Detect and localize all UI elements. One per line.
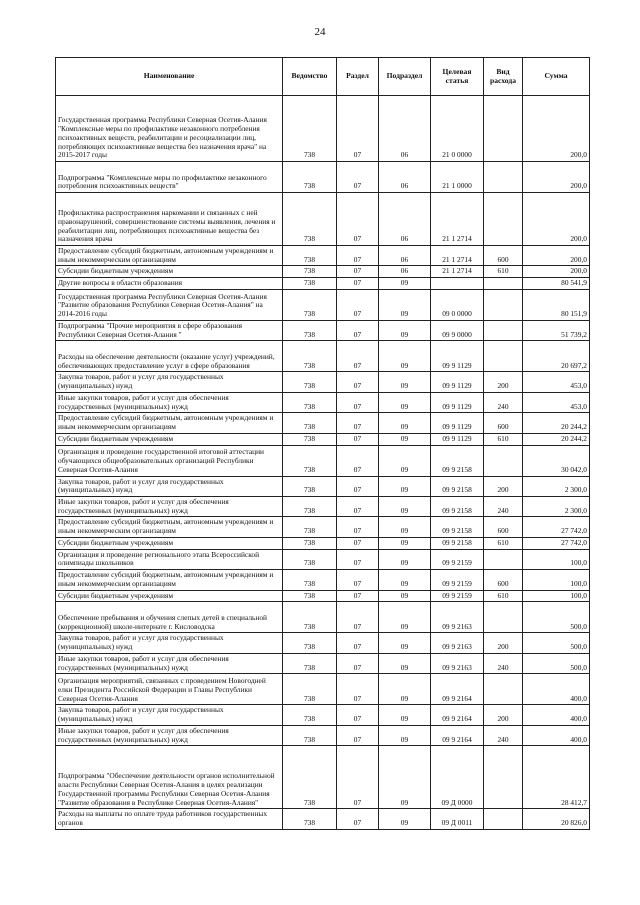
row-department: 738 — [283, 413, 337, 433]
row-amount: 80 151,9 — [523, 289, 590, 320]
row-section: 07 — [337, 549, 379, 569]
row-department: 738 — [283, 320, 337, 340]
row-section: 07 — [337, 705, 379, 725]
row-section: 07 — [337, 445, 379, 476]
row-section: 07 — [337, 590, 379, 602]
row-name: Организация и проведение регионального этапа Всероссийской олимпиады школьников — [56, 549, 283, 569]
row-name: Предоставление субсидий бюджетным, автономным учреждениям и иным некоммерческим организациям — [56, 413, 283, 433]
header-target-article: Целевая статья — [431, 58, 484, 96]
row-target-article: 09 9 1129 — [431, 372, 484, 392]
row-section: 07 — [337, 809, 379, 829]
row-section: 07 — [337, 746, 379, 809]
budget-table — [55, 57, 590, 830]
table-row — [56, 320, 590, 340]
row-section: 07 — [337, 320, 379, 340]
row-expense-type: 240 — [484, 392, 523, 412]
row-name: Расходы на выплаты по оплате труда работников государственных органов — [56, 809, 283, 829]
row-amount: 100,0 — [523, 570, 590, 590]
row-section: 07 — [337, 289, 379, 320]
row-name: Предоставление субсидий бюджетным, автономным учреждениям и иным некоммерческим организациям — [56, 246, 283, 266]
table-row — [56, 602, 590, 633]
row-section: 07 — [337, 633, 379, 653]
row-amount: 100,0 — [523, 549, 590, 569]
row-amount: 200,0 — [523, 193, 590, 246]
row-section: 07 — [337, 570, 379, 590]
row-department: 738 — [283, 705, 337, 725]
row-name: Другие вопросы в области образования — [56, 278, 283, 290]
table-row — [56, 537, 590, 549]
row-subsection: 09 — [379, 705, 431, 725]
row-expense-type: 610 — [484, 433, 523, 445]
row-amount: 28 412,7 — [523, 746, 590, 809]
row-department: 738 — [283, 602, 337, 633]
table-row — [56, 517, 590, 537]
row-target-article: 21 1 2714 — [431, 193, 484, 246]
row-target-article: 09 Д 0011 — [431, 809, 484, 829]
row-name: Подпрограмма "Комплексные меры по профилактике незаконного потребления психоактивных веществ" — [56, 162, 283, 193]
row-subsection: 09 — [379, 445, 431, 476]
row-target-article: 09 9 2164 — [431, 725, 484, 745]
row-name: Субсидии бюджетным учреждениям — [56, 266, 283, 278]
row-name: Иные закупки товаров, работ и услуг для обеспечения государственных (муниципальных) нужд — [56, 392, 283, 412]
row-department: 738 — [283, 445, 337, 476]
row-target-article: 09 9 2159 — [431, 590, 484, 602]
row-name: Профилактика распространения наркомании и связанных с ней правонарушений, совершенствование системы выявления, лечения и реабилитации лиц, потребляющих психоактивные вещества без назначения врача — [56, 193, 283, 246]
row-amount: 200,0 — [523, 266, 590, 278]
row-name: Предоставление субсидий бюджетным, автономным учреждениям и иным некоммерческим организациям — [56, 570, 283, 590]
row-subsection: 09 — [379, 320, 431, 340]
row-subsection: 09 — [379, 289, 431, 320]
row-department: 738 — [283, 289, 337, 320]
row-name: Обеспечение пребывания и обучения слепых детей в специальной (коррекционной) школе-интернате г. Кисловодска — [56, 602, 283, 633]
table-row — [56, 674, 590, 705]
row-expense-type — [484, 746, 523, 809]
row-name: Субсидии бюджетным учреждениям — [56, 590, 283, 602]
row-expense-type: 200 — [484, 476, 523, 496]
row-expense-type — [484, 289, 523, 320]
row-subsection: 09 — [379, 809, 431, 829]
row-amount: 500,0 — [523, 602, 590, 633]
row-amount: 20 244,2 — [523, 413, 590, 433]
row-amount: 453,0 — [523, 372, 590, 392]
row-name: Иные закупки товаров, работ и услуг для обеспечения государственных (муниципальных) нужд — [56, 725, 283, 745]
table-body — [56, 96, 590, 830]
row-expense-type: 600 — [484, 246, 523, 266]
row-section: 07 — [337, 341, 379, 372]
row-expense-type: 200 — [484, 633, 523, 653]
row-name: Государственная программа Республики Северная Осетия-Алания "Развитие образования Республики Северная Осетия-Алания" на 2014-2016 годы — [56, 289, 283, 320]
row-target-article: 21 1 2714 — [431, 246, 484, 266]
row-amount: 400,0 — [523, 725, 590, 745]
row-department: 738 — [283, 633, 337, 653]
table-row — [56, 705, 590, 725]
row-expense-type — [484, 96, 523, 162]
row-subsection: 09 — [379, 725, 431, 745]
row-amount: 2 300,0 — [523, 497, 590, 517]
row-amount: 2 300,0 — [523, 476, 590, 496]
row-name: Организация мероприятий, связанных с проведением Новогодней елки Президента Российской Федерации и Главы Республики Северная Осетия-Алания — [56, 674, 283, 705]
table-row — [56, 96, 590, 162]
row-section: 07 — [337, 725, 379, 745]
row-subsection: 09 — [379, 372, 431, 392]
row-section: 07 — [337, 476, 379, 496]
row-subsection: 09 — [379, 570, 431, 590]
row-target-article: 21 0 0000 — [431, 96, 484, 162]
row-expense-type: 600 — [484, 570, 523, 590]
table-row — [56, 809, 590, 829]
row-subsection: 09 — [379, 392, 431, 412]
row-name: Закупка товаров, работ и услуг для государственных (муниципальных) нужд — [56, 705, 283, 725]
row-target-article: 09 9 1129 — [431, 433, 484, 445]
row-name: Закупка товаров, работ и услуг для государственных (муниципальных) нужд — [56, 633, 283, 653]
row-section: 07 — [337, 193, 379, 246]
row-expense-type: 240 — [484, 653, 523, 673]
row-amount: 500,0 — [523, 633, 590, 653]
row-section: 07 — [337, 266, 379, 278]
row-amount: 20 826,0 — [523, 809, 590, 829]
table-row — [56, 725, 590, 745]
row-target-article: 09 9 1129 — [431, 341, 484, 372]
row-target-article: 09 9 2158 — [431, 537, 484, 549]
row-name: Предоставление субсидий бюджетным, автономным учреждениям и иным некоммерческим организациям — [56, 517, 283, 537]
row-target-article: 09 9 2164 — [431, 705, 484, 725]
row-subsection: 09 — [379, 433, 431, 445]
header-subsection: Подраздел — [379, 58, 431, 96]
row-subsection: 09 — [379, 537, 431, 549]
row-target-article: 09 9 1129 — [431, 392, 484, 412]
row-name: Субсидии бюджетным учреждениям — [56, 433, 283, 445]
row-expense-type: 600 — [484, 413, 523, 433]
table-row — [56, 341, 590, 372]
row-department: 738 — [283, 341, 337, 372]
row-expense-type: 610 — [484, 266, 523, 278]
header-expense-type: Вид расхода — [484, 58, 523, 96]
row-amount: 20 697,2 — [523, 341, 590, 372]
row-target-article: 09 9 2158 — [431, 476, 484, 496]
row-expense-type: 610 — [484, 537, 523, 549]
row-target-article: 09 9 2159 — [431, 549, 484, 569]
row-department: 738 — [283, 570, 337, 590]
row-amount: 400,0 — [523, 705, 590, 725]
row-subsection: 09 — [379, 476, 431, 496]
row-subsection: 06 — [379, 162, 431, 193]
row-amount: 80 541,9 — [523, 278, 590, 290]
row-section: 07 — [337, 653, 379, 673]
row-amount: 453,0 — [523, 392, 590, 412]
row-department: 738 — [283, 809, 337, 829]
row-expense-type: 200 — [484, 372, 523, 392]
table-row — [56, 549, 590, 569]
row-department: 738 — [283, 674, 337, 705]
row-section: 07 — [337, 413, 379, 433]
row-department: 738 — [283, 246, 337, 266]
header-amount: Сумма — [523, 58, 590, 96]
row-department: 738 — [283, 497, 337, 517]
row-amount: 400,0 — [523, 674, 590, 705]
table-row — [56, 590, 590, 602]
row-section: 07 — [337, 96, 379, 162]
table-row — [56, 392, 590, 412]
table-row — [56, 497, 590, 517]
table-row — [56, 476, 590, 496]
row-amount: 20 244,2 — [523, 433, 590, 445]
row-section: 07 — [337, 537, 379, 549]
row-amount: 200,0 — [523, 246, 590, 266]
row-expense-type — [484, 549, 523, 569]
row-amount: 27 742,0 — [523, 537, 590, 549]
table-row — [56, 433, 590, 445]
header-department: Ведомство — [283, 58, 337, 96]
table-row — [56, 653, 590, 673]
row-expense-type — [484, 193, 523, 246]
row-subsection: 09 — [379, 497, 431, 517]
row-subsection: 09 — [379, 517, 431, 537]
table-row — [56, 162, 590, 193]
row-section: 07 — [337, 497, 379, 517]
row-expense-type — [484, 320, 523, 340]
row-section: 07 — [337, 246, 379, 266]
row-expense-type: 610 — [484, 590, 523, 602]
row-department: 738 — [283, 278, 337, 290]
row-section: 07 — [337, 392, 379, 412]
row-name: Субсидии бюджетным учреждениям — [56, 537, 283, 549]
row-amount: 200,0 — [523, 162, 590, 193]
table-row — [56, 266, 590, 278]
row-subsection: 09 — [379, 633, 431, 653]
row-target-article: 09 9 2158 — [431, 497, 484, 517]
row-subsection: 09 — [379, 341, 431, 372]
row-amount: 200,0 — [523, 96, 590, 162]
row-section: 07 — [337, 278, 379, 290]
row-subsection: 09 — [379, 549, 431, 569]
row-department: 738 — [283, 549, 337, 569]
row-target-article: 09 0 0000 — [431, 289, 484, 320]
row-department: 738 — [283, 537, 337, 549]
row-expense-type — [484, 602, 523, 633]
header-name: Наименование — [56, 58, 283, 96]
row-expense-type: 200 — [484, 705, 523, 725]
table-row — [56, 372, 590, 392]
row-section: 07 — [337, 433, 379, 445]
row-target-article: 21 1 2714 — [431, 266, 484, 278]
table-row — [56, 289, 590, 320]
row-name: Расходы на обеспечение деятельности (оказание услуг) учреждений, обеспечивающих предоставление услуг в сфере образования — [56, 341, 283, 372]
row-expense-type — [484, 809, 523, 829]
row-target-article: 09 9 2163 — [431, 602, 484, 633]
row-department: 738 — [283, 653, 337, 673]
row-subsection: 06 — [379, 193, 431, 246]
row-expense-type: 240 — [484, 497, 523, 517]
row-name: Закупка товаров, работ и услуг для государственных (муниципальных) нужд — [56, 476, 283, 496]
row-amount: 500,0 — [523, 653, 590, 673]
row-department: 738 — [283, 476, 337, 496]
row-department: 738 — [283, 193, 337, 246]
row-subsection: 09 — [379, 653, 431, 673]
row-section: 07 — [337, 674, 379, 705]
table-row — [56, 445, 590, 476]
row-department: 738 — [283, 746, 337, 809]
row-expense-type — [484, 445, 523, 476]
row-target-article: 09 9 2164 — [431, 674, 484, 705]
table-row — [56, 246, 590, 266]
row-section: 07 — [337, 162, 379, 193]
row-expense-type — [484, 278, 523, 290]
row-name: Закупка товаров, работ и услуг для государственных (муниципальных) нужд — [56, 372, 283, 392]
row-name: Организация и проведение государственной итоговой аттестации обучающихся общеобразовательных организаций Республики Северная Осетия-Алания — [56, 445, 283, 476]
row-expense-type: 600 — [484, 517, 523, 537]
row-target-article: 09 9 2163 — [431, 653, 484, 673]
row-target-article: 09 9 0000 — [431, 320, 484, 340]
row-target-article: 09 9 2159 — [431, 570, 484, 590]
row-target-article: 21 1 0000 — [431, 162, 484, 193]
row-name: Иные закупки товаров, работ и услуг для обеспечения государственных (муниципальных) нужд — [56, 653, 283, 673]
row-subsection: 06 — [379, 96, 431, 162]
row-subsection: 06 — [379, 246, 431, 266]
row-department: 738 — [283, 433, 337, 445]
row-department: 738 — [283, 372, 337, 392]
table-row — [56, 633, 590, 653]
row-expense-type — [484, 341, 523, 372]
row-subsection: 09 — [379, 590, 431, 602]
row-expense-type — [484, 162, 523, 193]
row-department: 738 — [283, 392, 337, 412]
row-department: 738 — [283, 725, 337, 745]
row-department: 738 — [283, 266, 337, 278]
table-row — [56, 193, 590, 246]
row-target-article: 09 9 2163 — [431, 633, 484, 653]
row-amount: 51 739,2 — [523, 320, 590, 340]
row-name: Подпрограмма "Обеспечение деятельности органов исполнительной власти Республики Северная Осетия-Алания в целях реализации Государственной программы Республики Северная Осетия-Алания "Развитие образования в Республике Северная Осетия-Алания" — [56, 746, 283, 809]
row-expense-type — [484, 674, 523, 705]
table-row — [56, 570, 590, 590]
row-department: 738 — [283, 162, 337, 193]
row-subsection: 09 — [379, 602, 431, 633]
row-target-article: 09 9 2158 — [431, 517, 484, 537]
row-subsection: 06 — [379, 266, 431, 278]
row-subsection: 09 — [379, 674, 431, 705]
row-department: 738 — [283, 96, 337, 162]
header-section: Раздел — [337, 58, 379, 96]
row-amount: 27 742,0 — [523, 517, 590, 537]
row-department: 738 — [283, 590, 337, 602]
row-amount: 100,0 — [523, 590, 590, 602]
row-target-article: 09 9 2158 — [431, 445, 484, 476]
table-row — [56, 746, 590, 809]
page-number: 24 — [314, 26, 326, 38]
row-name: Подпрограмма "Прочие мероприятия в сфере образования Республики Северная Осетия-Алания " — [56, 320, 283, 340]
row-section: 07 — [337, 372, 379, 392]
row-department: 738 — [283, 517, 337, 537]
row-section: 07 — [337, 517, 379, 537]
row-target-article — [431, 278, 484, 290]
row-target-article: 09 Д 0000 — [431, 746, 484, 809]
row-subsection: 09 — [379, 746, 431, 809]
row-section: 07 — [337, 602, 379, 633]
row-subsection: 09 — [379, 413, 431, 433]
row-target-article: 09 9 1129 — [431, 413, 484, 433]
row-name: Иные закупки товаров, работ и услуг для обеспечения государственных (муниципальных) нужд — [56, 497, 283, 517]
row-name: Государственная программа Республики Северная Осетия-Алания "Комплексные меры по профилактике незаконного потребления психоактивных веществ, реабилитации и ресоциализации лиц, потребляющих психоактивные вещества без назначения врача" на 2015-2017 годы — [56, 96, 283, 162]
row-amount: 30 042,0 — [523, 445, 590, 476]
row-subsection: 09 — [379, 278, 431, 290]
row-expense-type: 240 — [484, 725, 523, 745]
table-header-row — [56, 58, 590, 96]
table-row — [56, 278, 590, 290]
table-row — [56, 413, 590, 433]
